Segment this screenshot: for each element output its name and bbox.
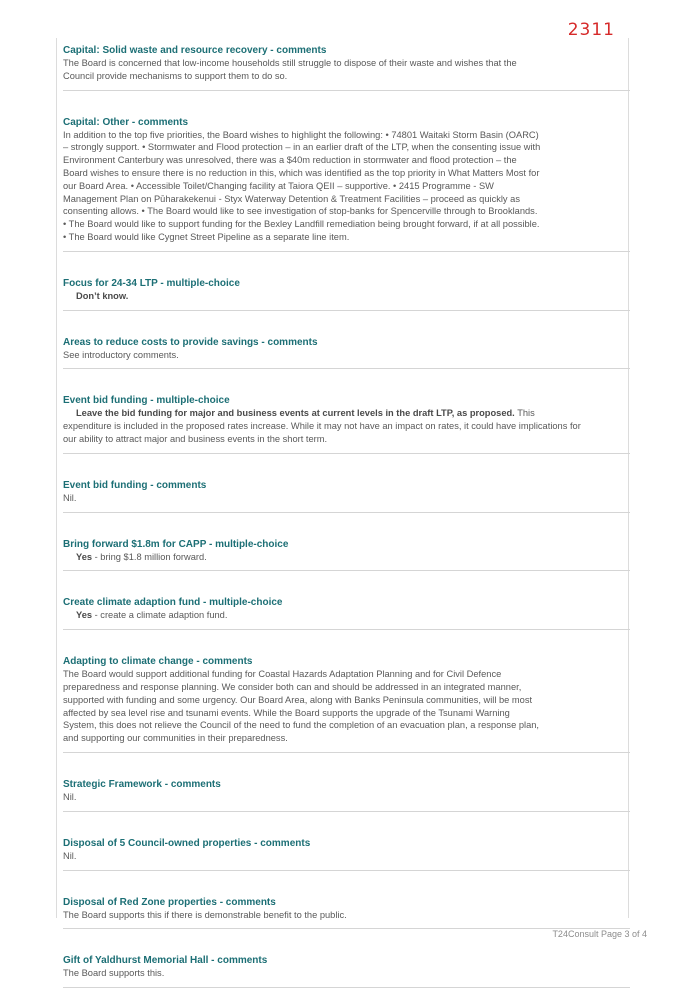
section-event-bid-choice <box>63 394 630 453</box>
section-heading: Areas to reduce costs to provide savings - comments <box>63 336 318 348</box>
selected-choice: Leave the bid funding for major and business events at current levels in the draft LTP, as proposed. <box>76 408 515 419</box>
section-yaldhurst-hall <box>63 954 630 988</box>
section-ltp-focus <box>63 277 630 311</box>
section-climate-fund <box>63 596 630 630</box>
choice-line <box>63 551 630 564</box>
choice-line <box>63 407 630 445</box>
section-heading: Gift of Yaldhurst Memorial Hall - comments <box>63 955 268 967</box>
section-body: The Board supports this. <box>63 968 165 979</box>
section-climate-adapting <box>63 655 630 753</box>
section-heading: Disposal of 5 Council-owned properties - comments <box>63 837 311 849</box>
section-body: Nil. <box>63 492 77 503</box>
choice-line <box>63 609 630 622</box>
section-strategic-framework <box>63 778 630 812</box>
section-heading: Disposal of Red Zone properties - comments <box>63 896 276 908</box>
section-heading: Capital: Other - comments <box>63 116 189 128</box>
section-heading: Create climate adaption fund - multiple-choice <box>63 597 283 609</box>
choice-detail: - bring $1.8 million forward. <box>92 551 207 562</box>
section-body: In addition to the top five priorities, the Board wishes to highlight the following: • 74801 Waitaki Storm Basin (OARC) – strongly support. • Stormwater and Flood protection – in an earlier draft of the LTP, when the consenting issue with Environment Canterbury was unresolved, there was a $40m reduction in stormwater and flood protection – the Board wishes to ensure there is no reduction in this, which was identified as the top priority in What Matters Most for our Board Area. • Accessible Toilet/Changing facility at Taiora QEII – supportive. • 2415 Programme - SW Management Plan on Pūharakekenui - Styx Waterway Detention & Treatment Facilities – proceed as quickly as consenting allows. • The Board would like to see investigation of stop-banks for Spencerville through to Brooklands. • The Board would like to support funding for the Bexley Landfill remediation being brought forward, if at all possible. • The Board would like Cygnet Street Pipeline as a separate line item. <box>63 129 541 242</box>
section-heading: Capital: Solid waste and resource recovery - comments <box>63 45 327 56</box>
section-red-zone <box>63 896 630 930</box>
choice-detail: This expenditure is included in the proposed rates increase. While it may not have an impact on rates, it could have implications for our ability to attract major and business events in the short term. <box>63 408 581 444</box>
section-heading: Event bid funding - multiple-choice <box>63 395 230 407</box>
section-capp <box>63 538 630 572</box>
section-heading: Strategic Framework - comments <box>63 778 221 790</box>
selected-choice: Yes <box>76 551 93 562</box>
section-reduce-costs <box>63 336 630 370</box>
section-heading: Bring forward $1.8m for CAPP - multiple-choice <box>63 538 289 550</box>
choice-line <box>63 290 630 303</box>
section-heading: Adapting to climate change - comments <box>63 656 253 668</box>
section-heading: Event bid funding - comments <box>63 479 207 491</box>
section-body: See introductory comments. <box>63 349 179 360</box>
selected-choice: Don’t know. <box>76 290 129 301</box>
section-heading: Focus for 24-34 LTP - multiple-choice <box>63 277 240 289</box>
section-solid-waste <box>63 44 630 91</box>
selected-choice: Yes <box>76 610 93 621</box>
choice-detail: - create a climate adaption fund. <box>92 610 228 621</box>
section-body: The Board would support additional funding for Coastal Hazards Adaptation Planning and for Civil Defence preparedness and response planning. We consider both can and should be addressed in an integrated manner, supported with funding and some urgency. Our Board Area, along with Banks Peninsula communities, will be most affected by sea level rise and tsunami events. While the Board supports the upgrade of the Tsunami Warning System, this does not relieve the Council of the need to fund the completion of an evacuation plan, a response plan, and supporting our communities in their preparedness. <box>63 669 539 744</box>
section-body: The Board supports this if there is demonstrable benefit to the public. <box>63 909 347 920</box>
section-body: The Board is concerned that low-income households still struggle to dispose of their waste and wishes that the Council provide mechanisms to support them to do so. <box>63 58 517 81</box>
section-body: Nil. <box>63 791 77 802</box>
page-footer: T24Consult Page 3 of 4 <box>552 929 647 939</box>
section-body: Nil. <box>63 850 77 861</box>
section-capital-other <box>63 116 630 252</box>
section-disposal-properties <box>63 837 630 871</box>
page-number: 2311 <box>567 20 615 40</box>
section-event-bid-comments <box>63 479 630 513</box>
